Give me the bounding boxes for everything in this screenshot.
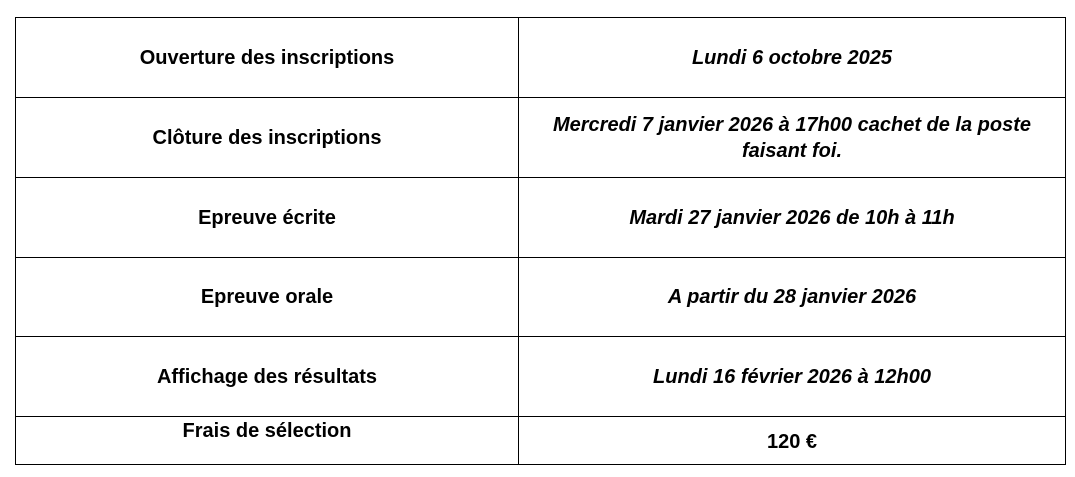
table-row	[16, 258, 1066, 337]
row-value: Mardi 27 janvier 2026 de 10h à 11h	[519, 178, 1066, 258]
row-value: Lundi 6 octobre 2025	[519, 18, 1066, 98]
row-label: Ouverture des inscriptions	[16, 18, 519, 98]
schedule-table	[15, 17, 1066, 465]
row-value: Mercredi 7 janvier 2026 à 17h00 cachet de la poste faisant foi.	[519, 98, 1066, 178]
table-row	[16, 417, 1066, 465]
row-value: A partir du 28 janvier 2026	[519, 258, 1066, 337]
row-label: Epreuve orale	[16, 258, 519, 337]
row-value: 120 €	[519, 417, 1066, 465]
table-row	[16, 18, 1066, 98]
row-value: Lundi 16 février 2026 à 12h00	[519, 337, 1066, 417]
table-row	[16, 337, 1066, 417]
row-label: Affichage des résultats	[16, 337, 519, 417]
row-label: Frais de sélection	[16, 417, 519, 465]
table-row	[16, 178, 1066, 258]
table-row	[16, 98, 1066, 178]
row-label: Epreuve écrite	[16, 178, 519, 258]
row-label: Clôture des inscriptions	[16, 98, 519, 178]
